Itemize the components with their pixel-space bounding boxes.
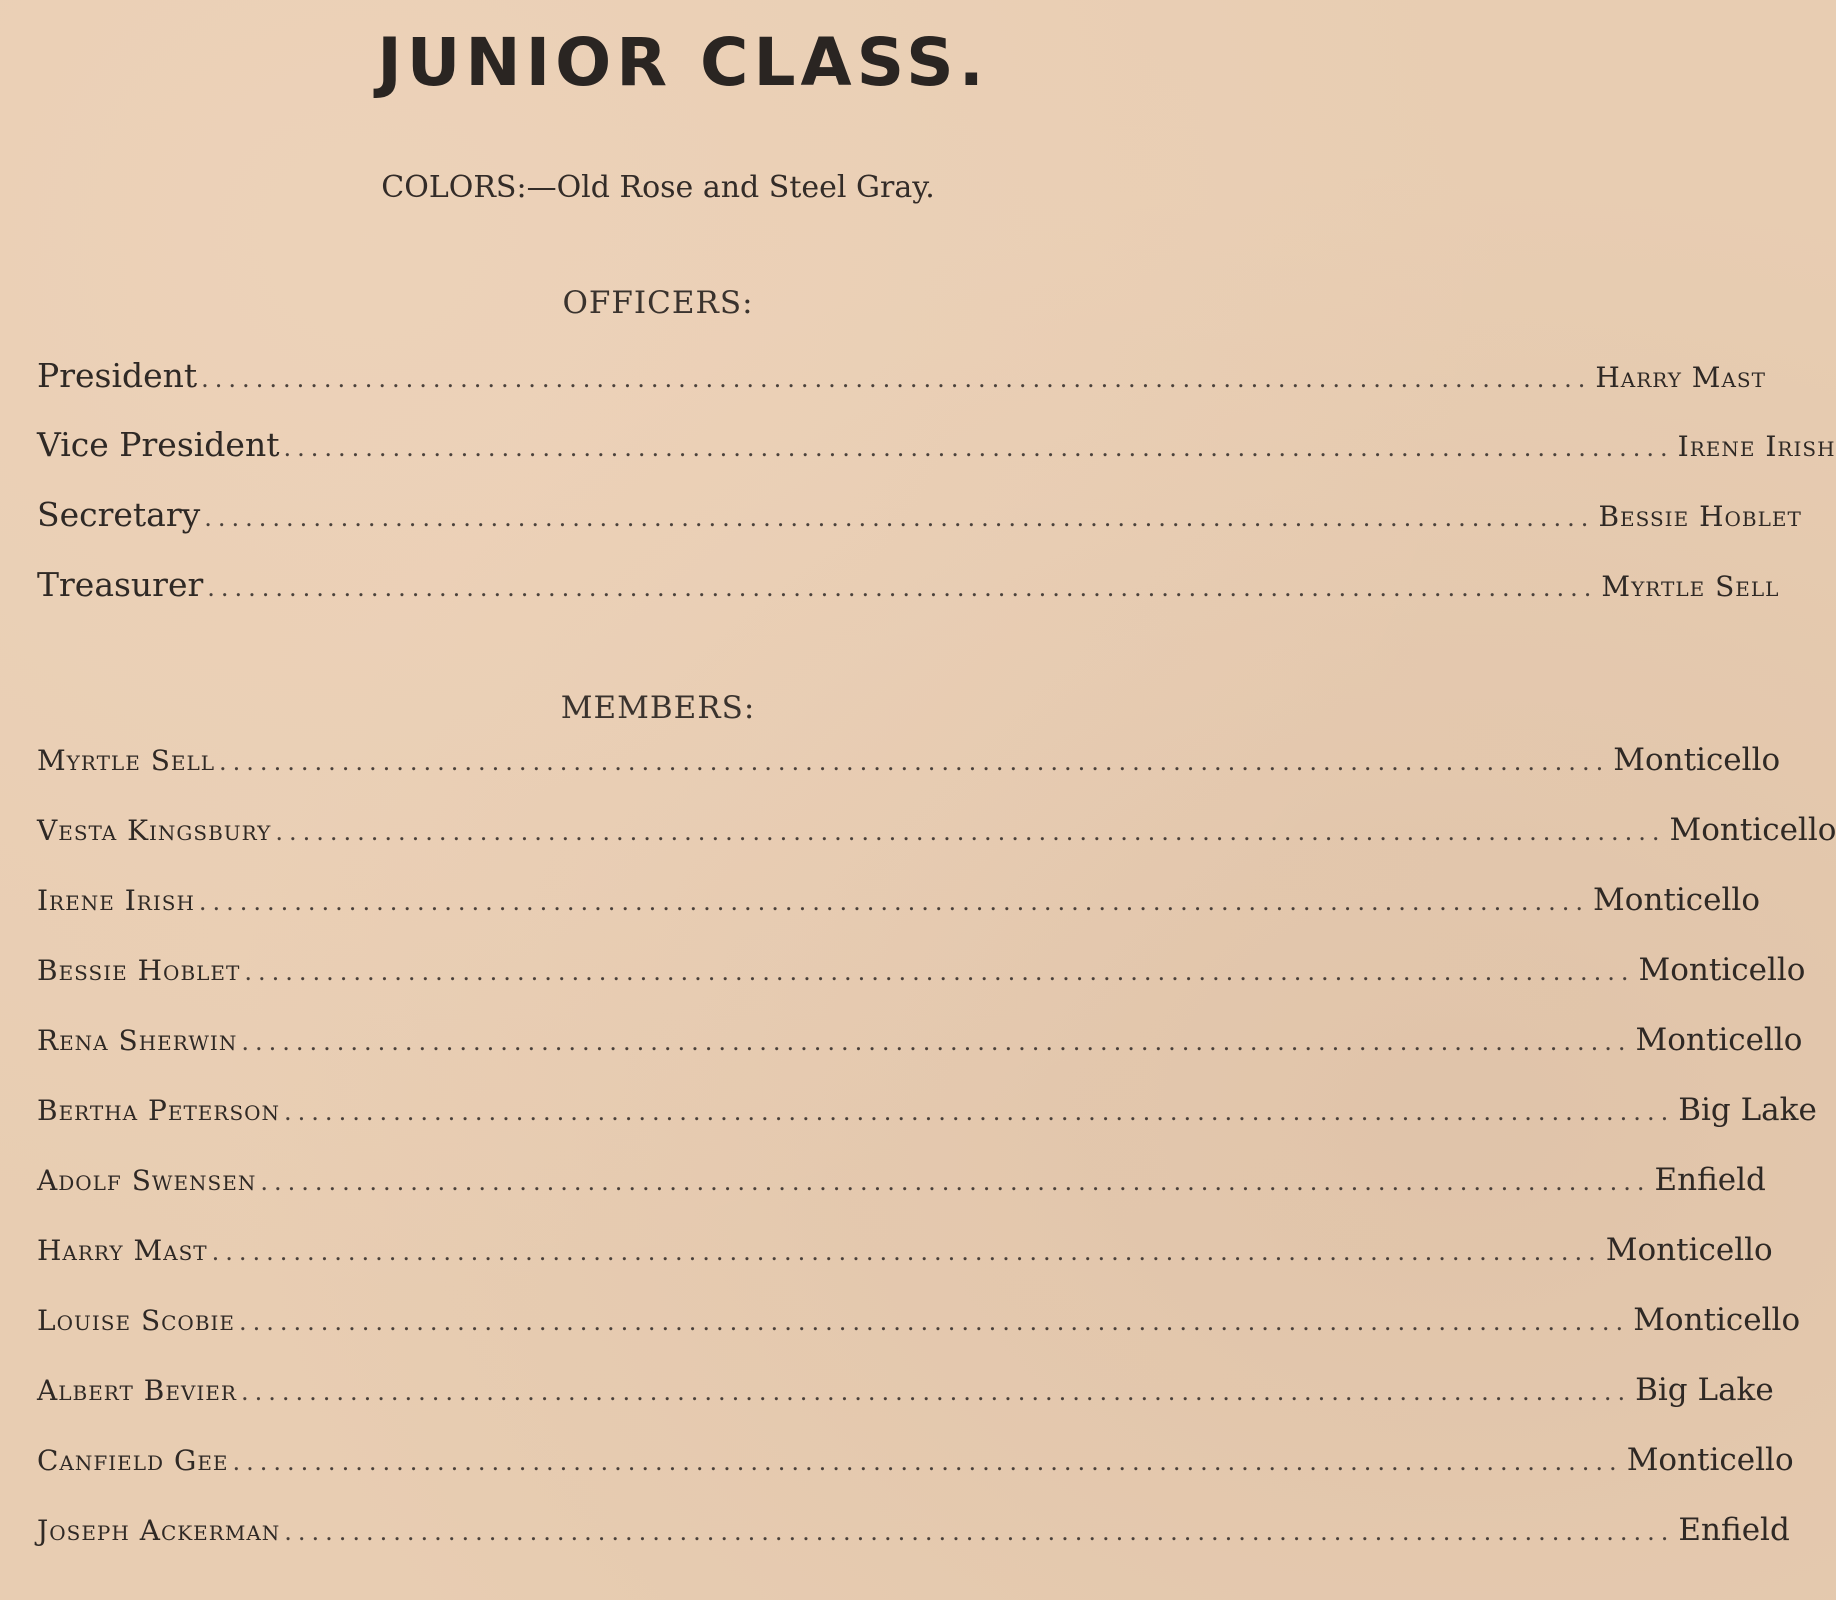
officers-heading: OFFICERS: <box>562 285 754 321</box>
member-name: Louise Scobie <box>37 1304 236 1337</box>
officer-row <box>37 495 1802 539</box>
class-colors: COLORS:—Old Rose and Steel Gray. <box>381 170 935 205</box>
officer-name: Harry Mast <box>1595 361 1766 394</box>
member-name: Bertha Peterson <box>37 1094 281 1127</box>
member-town: Monticello <box>1593 882 1760 918</box>
member-name: Canfield Gee <box>37 1444 229 1477</box>
member-town: Monticello <box>1638 952 1806 988</box>
member-town: Monticello <box>1669 812 1836 848</box>
dot-leader: ...................................................................................................... <box>284 1098 1675 1126</box>
officer-row <box>37 356 1766 400</box>
member-name: Vesta Kingsbury <box>37 814 272 847</box>
member-row <box>37 1442 1794 1486</box>
member-name: Myrtle Sell <box>37 744 216 777</box>
officer-role: Secretary <box>37 495 201 534</box>
member-row <box>37 1022 1803 1066</box>
dot-leader: ...................................................................................................... <box>198 888 1590 916</box>
dot-leader: ...................................................................................................... <box>241 1028 1632 1056</box>
member-row <box>37 1092 1817 1136</box>
officer-role: Treasurer <box>37 565 204 604</box>
member-town: Monticello <box>1613 742 1781 778</box>
officer-name: Irene Irish <box>1677 430 1836 463</box>
member-name: Adolf Swensen <box>37 1164 257 1197</box>
officer-role: Vice President <box>37 425 280 464</box>
member-town: Monticello <box>1635 1022 1803 1058</box>
dot-leader: ...................................................................................................... <box>260 1168 1651 1196</box>
member-town: Monticello <box>1626 1442 1794 1478</box>
page-title: JUNIOR CLASS. <box>377 24 989 101</box>
member-name: Harry Mast <box>37 1234 208 1267</box>
dot-leader: ...................................................................................................... <box>239 1308 1630 1336</box>
dot-leader: ...................................................................................................... <box>240 1378 1632 1406</box>
officer-row <box>37 565 1780 609</box>
member-town: Enfield <box>1678 1512 1790 1548</box>
member-town: Enfield <box>1654 1162 1766 1198</box>
member-town: Big Lake <box>1635 1372 1774 1408</box>
officer-row <box>37 425 1836 469</box>
member-row <box>37 1372 1774 1416</box>
officer-name: Bessie Hoblet <box>1598 500 1802 533</box>
dot-leader: ...................................................................................................... <box>219 748 1610 776</box>
member-row <box>37 1232 1773 1276</box>
dot-leader: ...................................................................................................... <box>201 365 1592 393</box>
member-row <box>37 1162 1766 1206</box>
member-row <box>37 812 1836 856</box>
dot-leader: ...................................................................................................... <box>211 1238 1602 1266</box>
member-row <box>37 1512 1790 1556</box>
member-town: Big Lake <box>1678 1092 1817 1128</box>
dot-leader: ...................................................................................................... <box>207 574 1598 602</box>
member-row <box>37 952 1806 996</box>
officer-name: Myrtle Sell <box>1601 570 1780 603</box>
dot-leader: ...................................................................................................... <box>244 958 1635 986</box>
member-name: Bessie Hoblet <box>37 954 241 987</box>
member-row <box>37 742 1781 786</box>
member-town: Monticello <box>1605 1232 1773 1268</box>
member-town: Monticello <box>1633 1302 1801 1338</box>
dot-leader: ...................................................................................................... <box>232 1448 1623 1476</box>
member-name: Irene Irish <box>37 884 195 917</box>
member-name: Joseph Ackerman <box>37 1514 281 1547</box>
member-row <box>37 1302 1801 1346</box>
member-name: Albert Bevier <box>37 1374 237 1407</box>
member-row <box>37 882 1760 926</box>
officer-role: President <box>37 356 198 395</box>
dot-leader: ...................................................................................................... <box>204 504 1595 532</box>
dot-leader: ...................................................................................................... <box>275 818 1666 846</box>
member-name: Rena Sherwin <box>37 1024 238 1057</box>
dot-leader: ...................................................................................................... <box>283 434 1674 462</box>
dot-leader: ...................................................................................................... <box>284 1518 1675 1546</box>
members-heading: MEMBERS: <box>560 690 756 726</box>
